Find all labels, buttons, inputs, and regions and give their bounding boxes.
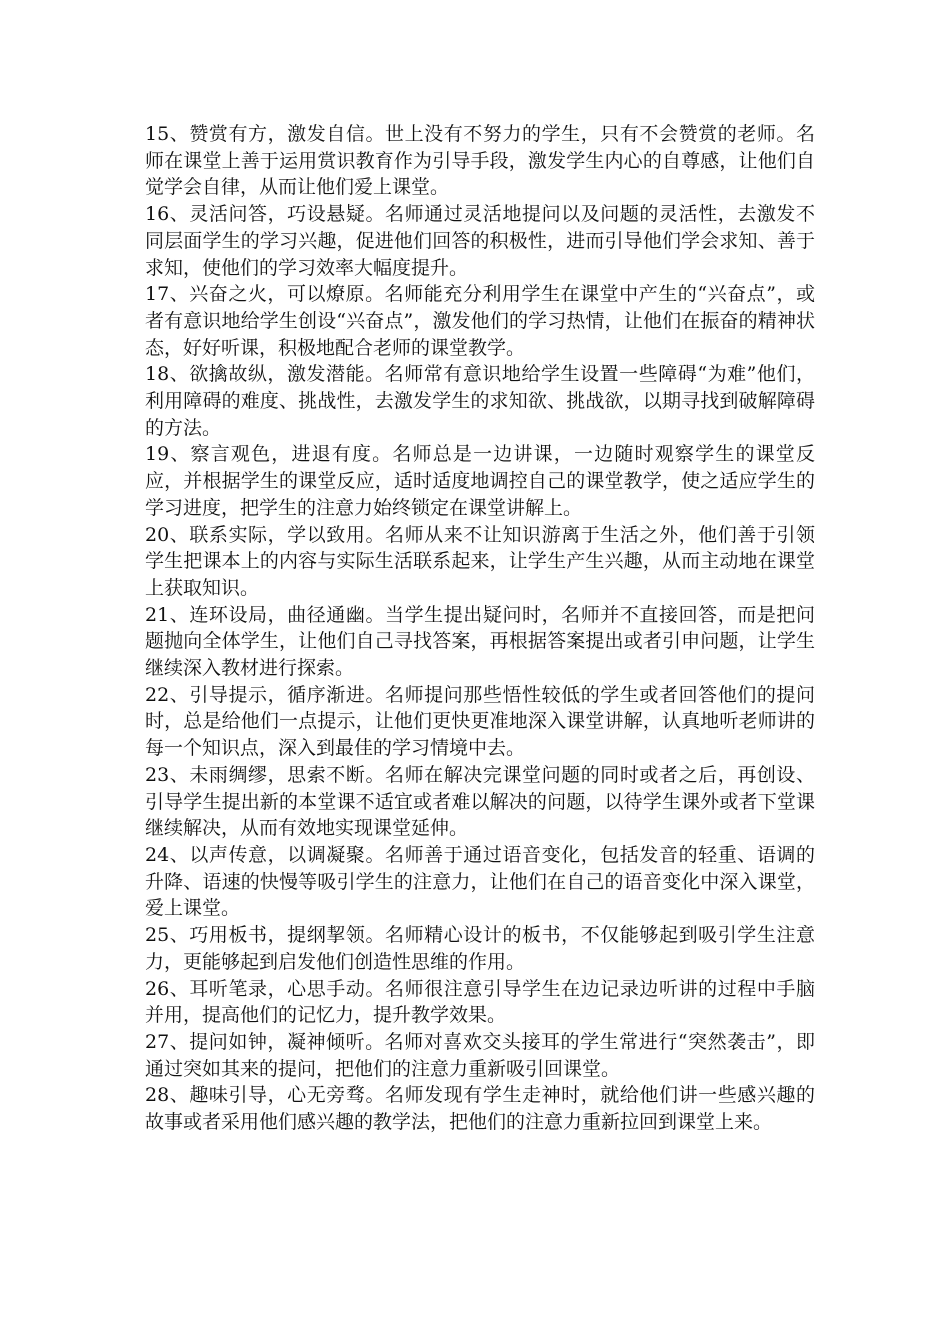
paragraph-18: 18、欲擒故纵，激发潜能。名师常有意识地给学生设置一些障碍“为难”他们，利用障碍的难度、挑战性，去激发学生的求知欲、挑战欲，以期寻找到破解障碍的方法。 — [145, 363, 815, 439]
paragraph-23: 23、未雨绸缪，思索不断。名师在解决完课堂问题的同时或者之后，再创设、引导学生提出新的本堂课不适宜或者难以解决的问题，以待学生课外或者下堂课继续解决，从而有效地实现课堂延伸。 — [145, 763, 815, 840]
paragraph-19: 19、察言观色，进退有度。名师总是一边讲课，一边随时观察学生的课堂反应，并根据学生的课堂反应，适时适度地调控自己的课堂教学，使之适应学生的学习进度，把学生的注意力始终锁定在课堂讲解上。 — [145, 443, 815, 519]
paragraph-16: 16、灵活问答，巧设悬疑。名师通过灵活地提问以及问题的灵活性，去激发不同层面学生的学习兴趣，促进他们回答的积极性，进而引导他们学会求知、善于求知，使他们的学习效率大幅度提升。 — [145, 203, 815, 279]
paragraph-15: 15、赞赏有方，激发自信。世上没有不努力的学生，只有不会赞赏的老师。名师在课堂上善于运用赏识教育作为引导手段，激发学生内心的自尊感，让他们自觉学会自律，从而让他们爱上课堂。 — [145, 123, 815, 199]
paragraph-25: 25、巧用板书，提纲挈领。名师精心设计的板书，不仅能够起到吸引学生注意力，更能够起到启发他们创造性思维的作用。 — [145, 924, 815, 973]
paragraph-17: 17、兴奋之火，可以燎原。名师能充分利用学生在课堂中产生的“兴奋点”，或者有意识地给学生创设“兴奋点”，激发他们的学习热情，让他们在振奋的精神状态，好好听课，积极地配合老师的课堂教学。 — [145, 283, 815, 359]
document-body — [145, 121, 815, 1136]
paragraph-27: 27、提问如钟，凝神倾听。名师对喜欢交头接耳的学生常进行“突然袭击”，即通过突如其来的提问，把他们的注意力重新吸引回课堂。 — [145, 1030, 815, 1080]
paragraph-26: 26、耳听笔录，心思手动。名师很注意引导学生在边记录边听讲的过程中手脑并用，提高他们的记忆力，提升教学效果。 — [145, 977, 815, 1027]
paragraph-22: 22、引导提示，循序渐进。名师提问那些悟性较低的学生或者回答他们的提问时，总是给他们一点提示，让他们更快更准地深入课堂讲解，认真地听老师讲的每一个知识点，深入到最佳的学习情境中去。 — [145, 683, 815, 760]
paragraph-21: 21、连环设局，曲径通幽。当学生提出疑问时，名师并不直接回答，而是把问题抛向全体学生，让他们自己寻找答案，再根据答案提出或者引申问题，让学生继续深入教材进行探索。 — [145, 603, 815, 680]
paragraph-20: 20、联系实际，学以致用。名师从来不让知识游离于生活之外，他们善于引领学生把课本上的内容与实际生活联系起来，让学生产生兴趣，从而主动地在课堂上获取知识。 — [145, 523, 815, 599]
paragraph-24: 24、以声传意，以调凝聚。名师善于通过语音变化，包括发音的轻重、语调的升降、语速的快慢等吸引学生的注意力，让他们在自己的语音变化中深入课堂，爱上课堂。 — [145, 843, 815, 920]
paragraph-28: 28、趣味引导，心无旁骛。名师发现有学生走神时，就给他们讲一些感兴趣的故事或者采用他们感兴趣的教学法，把他们的注意力重新拉回到课堂上来。 — [145, 1084, 815, 1134]
